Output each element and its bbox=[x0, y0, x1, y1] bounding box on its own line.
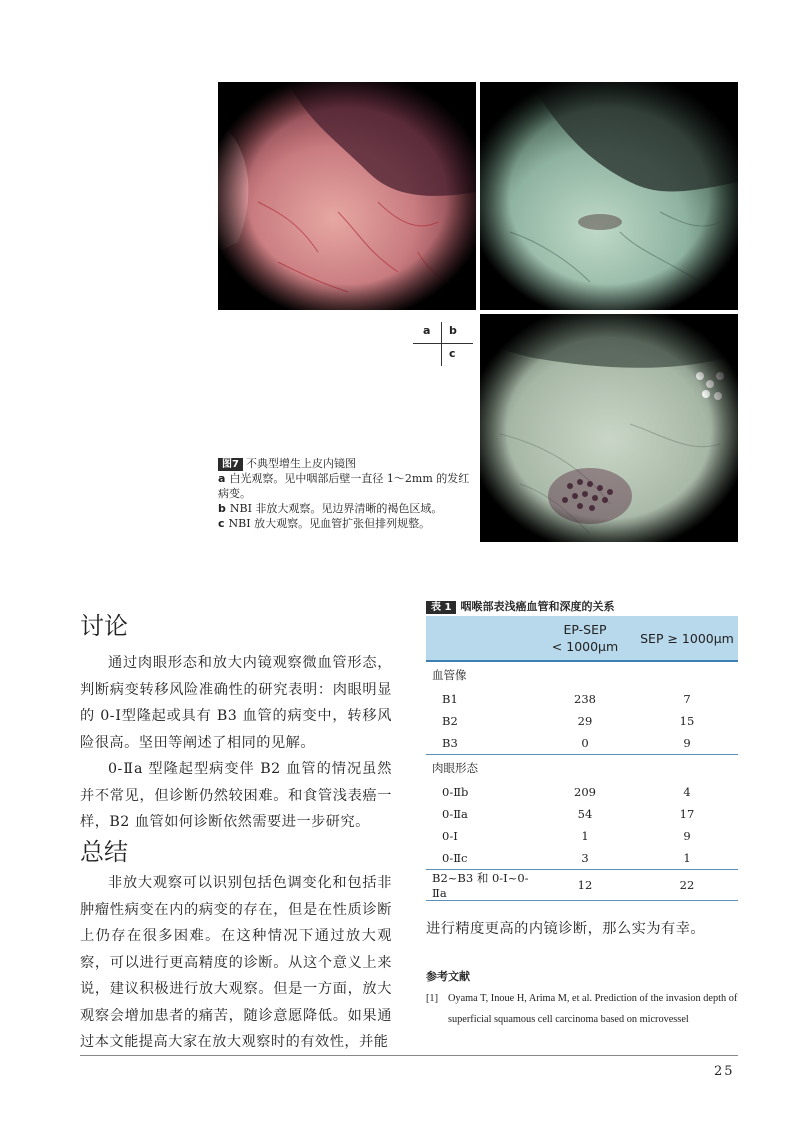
row-value-1: 12 bbox=[534, 870, 636, 901]
row-value-2: 1 bbox=[683, 851, 691, 865]
figure-title: 不典型增生上皮内镜图 bbox=[245, 457, 356, 470]
row-value-1: 238 bbox=[574, 692, 596, 706]
table-group-row bbox=[426, 755, 738, 782]
table-header-col2: SEP ≥ 1000μm bbox=[636, 616, 738, 661]
figure-caption-item bbox=[218, 501, 474, 516]
endoscopy-photo-a bbox=[218, 82, 476, 310]
table-row bbox=[426, 803, 738, 825]
discussion-heading: 讨论 bbox=[80, 612, 128, 640]
summary-paragraph: 非放大观察可以识别包括色调变化和包括非肿瘤性病变在内的病变的存在，但是在性质诊断上仍存在很多困难。在这种情况下通过放大观察，可以进行更高精度的诊断。从这个意义上来说，建议积极进行放大观察。但是一方面，放大观察会增加患者的痛苦，随诊意愿降低。如果通过本文能提高大家在放大观察时的有效性，并能 bbox=[80, 875, 392, 1050]
figure-caption bbox=[218, 456, 474, 531]
row-label: 0-Ⅱb bbox=[442, 785, 469, 799]
row-label: B2 bbox=[442, 714, 458, 728]
endoscopy-photo-c bbox=[480, 314, 738, 542]
row-label: B3 bbox=[442, 736, 458, 750]
panel-layout-key bbox=[413, 322, 473, 366]
reference-text: Oyama T, Inoue H, Arima M, et al. Prediction of the invasion depth of superficial squamous cell carcinoma based on microvessel bbox=[448, 993, 738, 1025]
figure-caption-item bbox=[218, 516, 474, 531]
discussion-paragraph-2: 0-Ⅱa 型隆起型病变伴 B2 血管的情况虽然并不常见，但诊断仍然较困难。和食管浅表癌一样，B2 血管如何诊断依然需要进一步研究。 bbox=[80, 761, 392, 830]
row-label: B1 bbox=[442, 692, 458, 706]
summary-heading: 总结 bbox=[80, 838, 128, 866]
table-row bbox=[426, 732, 738, 755]
key-label-c: c bbox=[449, 347, 456, 360]
references-heading: 参考文献 bbox=[426, 970, 470, 983]
caption-item-text: NBI 非放大观察。见边界清晰的褐色区域。 bbox=[229, 502, 443, 515]
key-label-b: b bbox=[449, 324, 457, 337]
row-value-1: 1 bbox=[581, 829, 589, 843]
page-number: 25 bbox=[714, 1064, 735, 1079]
reference-item bbox=[426, 988, 738, 1030]
key-label-a: a bbox=[423, 324, 431, 337]
table-caption: 咽喉部表浅癌血管和深度的关系 bbox=[460, 600, 615, 613]
row-label: 0-Ⅱa bbox=[442, 807, 468, 821]
depth-vessel-table bbox=[426, 616, 738, 901]
row-label: 0-Ⅱc bbox=[442, 851, 468, 865]
row-value-2: 9 bbox=[683, 736, 691, 750]
table-total-row bbox=[426, 870, 738, 901]
row-value-2: 15 bbox=[679, 714, 695, 728]
table-header-row bbox=[426, 616, 738, 661]
row-value-1: 209 bbox=[574, 785, 596, 799]
row-value-1: 0 bbox=[581, 736, 589, 750]
figure-tag: 图7 bbox=[218, 458, 243, 471]
header-col1-line1: EP-SEP bbox=[563, 622, 607, 637]
table-row bbox=[426, 781, 738, 803]
caption-item-label: a bbox=[218, 472, 226, 485]
key-horizontal-line bbox=[413, 343, 473, 344]
table-tag: 表 1 bbox=[426, 601, 456, 614]
key-vertical-line bbox=[441, 322, 442, 366]
discussion-paragraph-1: 通过肉眼形态和放大内镜观察微血管形态，判断病变转移风险准确性的研究表明：肉眼明显的 0-Ⅰ型隆起或具有 B3 血管的病变中，转移风险很高。坚田等阐述了相同的见解。 bbox=[80, 655, 392, 751]
table-row bbox=[426, 710, 738, 732]
reference-number: [1] bbox=[426, 993, 439, 1004]
table-title bbox=[426, 598, 614, 614]
row-value-1: 3 bbox=[581, 851, 589, 865]
figure-caption-title-line bbox=[218, 456, 474, 471]
header-col1-line2: < 1000μm bbox=[551, 639, 619, 654]
summary-continuation: 进行精度更高的内镜诊断，那么实为有幸。 bbox=[426, 921, 706, 937]
row-label: B2~B3 和 0-Ⅰ~0-Ⅱa bbox=[426, 870, 534, 901]
caption-item-label: c bbox=[218, 517, 225, 530]
row-value-2: 4 bbox=[683, 785, 691, 799]
footer-rule bbox=[80, 1055, 738, 1056]
figure-caption-item bbox=[218, 471, 474, 501]
table-row bbox=[426, 688, 738, 710]
table-row bbox=[426, 825, 738, 847]
caption-item-text: 白光观察。见中咽部后壁一直径 1～2mm 的发红病变。 bbox=[218, 472, 470, 500]
table-group-row bbox=[426, 661, 738, 688]
caption-item-label: b bbox=[218, 502, 226, 515]
row-value-1: 29 bbox=[577, 714, 593, 728]
group-vessel-label: 血管像 bbox=[432, 668, 467, 682]
caption-item-text: NBI 放大观察。见血管扩张但排列规整。 bbox=[228, 517, 431, 530]
row-value-2: 17 bbox=[679, 807, 695, 821]
endoscopy-photo-b bbox=[480, 82, 738, 310]
row-label: 0-Ⅰ bbox=[442, 829, 458, 843]
table-header-col1 bbox=[534, 616, 636, 661]
row-value-2: 22 bbox=[636, 870, 738, 901]
table-header-empty bbox=[426, 616, 534, 661]
group-morph-label: 肉眼形态 bbox=[426, 755, 738, 782]
table-row bbox=[426, 847, 738, 870]
row-value-2: 7 bbox=[683, 692, 691, 706]
row-value-1: 54 bbox=[577, 807, 593, 821]
row-value-2: 9 bbox=[683, 829, 691, 843]
